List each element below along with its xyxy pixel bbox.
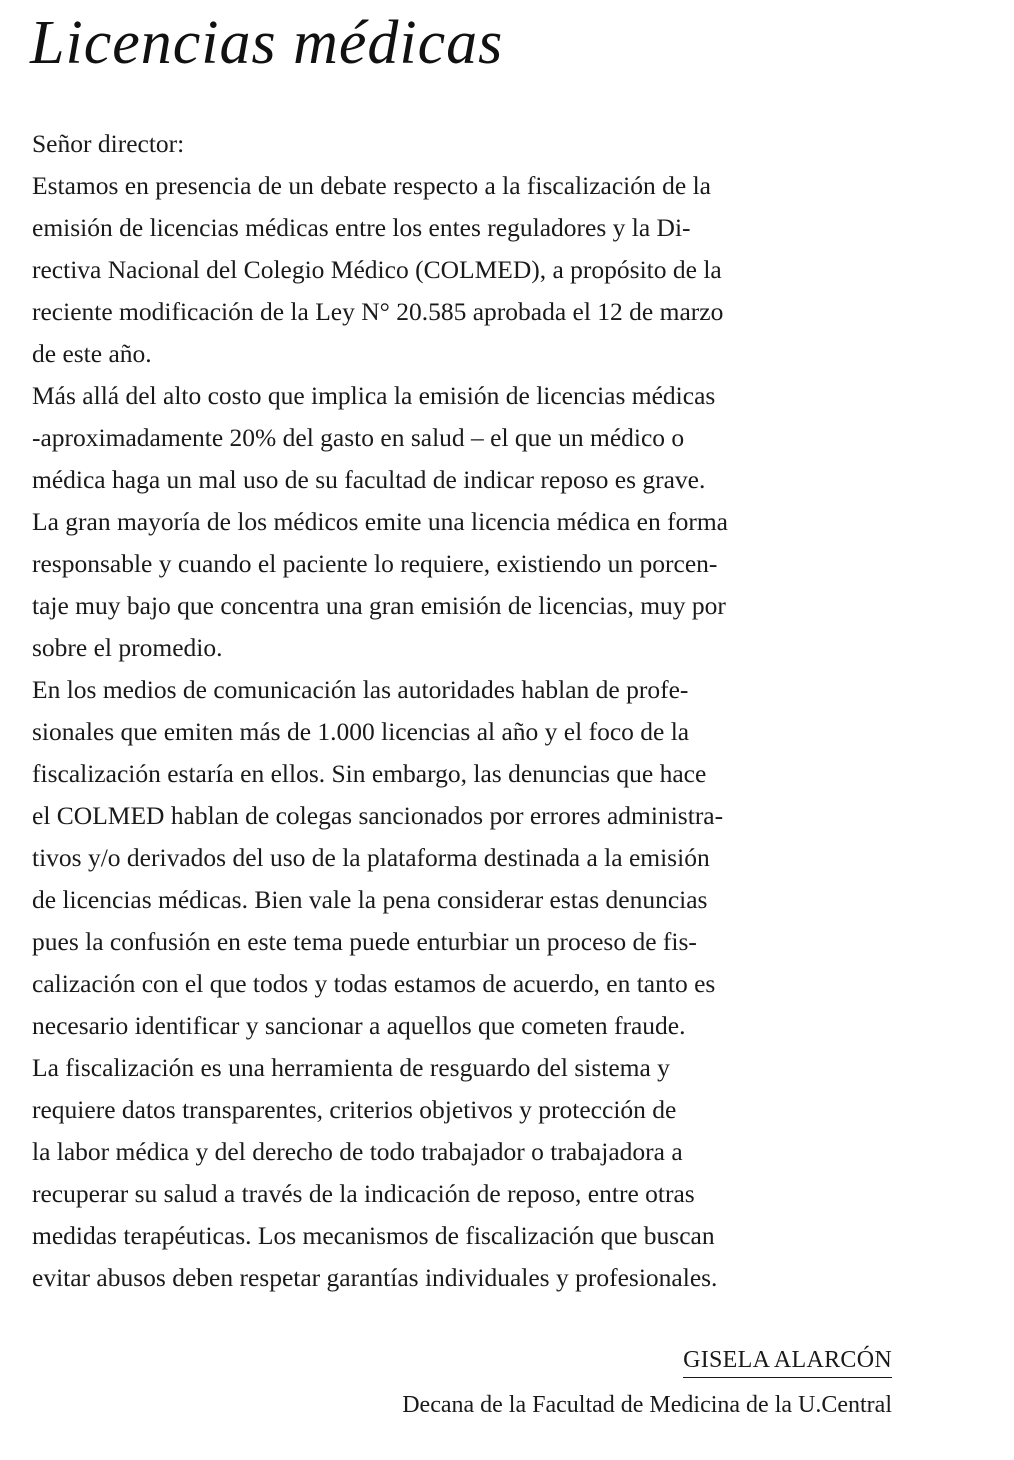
body-line: taje muy bajo que concentra una gran emisión de licencias, muy por [32,591,726,620]
body-line: La fiscalización es una herramienta de resguardo del sistema y [32,1053,670,1082]
body-line: -aproximadamente 20% del gasto en salud – el que un médico o [32,423,685,452]
body-line: de licencias médicas. Bien vale la pena considerar estas denuncias [32,885,708,914]
body-line: evitar abusos deben respetar garantías individuales y profesionales. [32,1263,718,1292]
body-line: recuperar su salud a través de la indicación de reposo, entre otras [32,1179,695,1208]
author-name: GISELA ALARCÓN [683,1343,892,1378]
letter-body [32,123,912,1299]
body-line: Más allá del alto costo que implica la emisión de licencias médicas [32,381,716,410]
body-line: reciente modificación de la Ley N° 20.585 aprobada el 12 de marzo [32,297,724,326]
signature-block [402,1343,892,1420]
salutation: Señor director: [32,129,185,158]
body-line: sionales que emiten más de 1.000 licencias al año y el foco de la [32,717,690,746]
body-line: de este año. [32,339,152,368]
body-line: pues la confusión en este tema puede enturbiar un proceso de fis- [32,927,697,956]
body-line: sobre el promedio. [32,633,223,662]
body-line: calización con el que todos y todas estamos de acuerdo, en tanto es [32,969,716,998]
body-line: tivos y/o derivados del uso de la plataforma destinada a la emisión [32,843,710,872]
body-line: La gran mayoría de los médicos emite una licencia médica en forma [32,507,728,536]
body-line: Estamos en presencia de un debate respecto a la fiscalización de la [32,171,711,200]
body-line: fiscalización estaría en ellos. Sin embargo, las denuncias que hace [32,759,707,788]
body-line: rectiva Nacional del Colegio Médico (COLMED), a propósito de la [32,255,722,284]
body-line: medidas terapéuticas. Los mecanismos de fiscalización que buscan [32,1221,715,1250]
author-role: Decana de la Facultad de Medicina de la U.Central [402,1392,892,1418]
article-title: Licencias médicas [30,9,504,77]
body-line: responsable y cuando el paciente lo requiere, existiendo un porcen- [32,549,718,578]
body-line: la labor médica y del derecho de todo trabajador o trabajadora a [32,1137,683,1166]
body-line: requiere datos transparentes, criterios objetivos y protección de [32,1095,677,1124]
body-line: necesario identificar y sancionar a aquellos que cometen fraude. [32,1011,686,1040]
body-line: emisión de licencias médicas entre los entes reguladores y la Di- [32,213,691,242]
body-line: médica haga un mal uso de su facultad de indicar reposo es grave. [32,465,706,494]
body-line: el COLMED hablan de colegas sancionados por errores administra- [32,801,724,830]
body-line: En los medios de comunicación las autoridades hablan de profe- [32,675,689,704]
